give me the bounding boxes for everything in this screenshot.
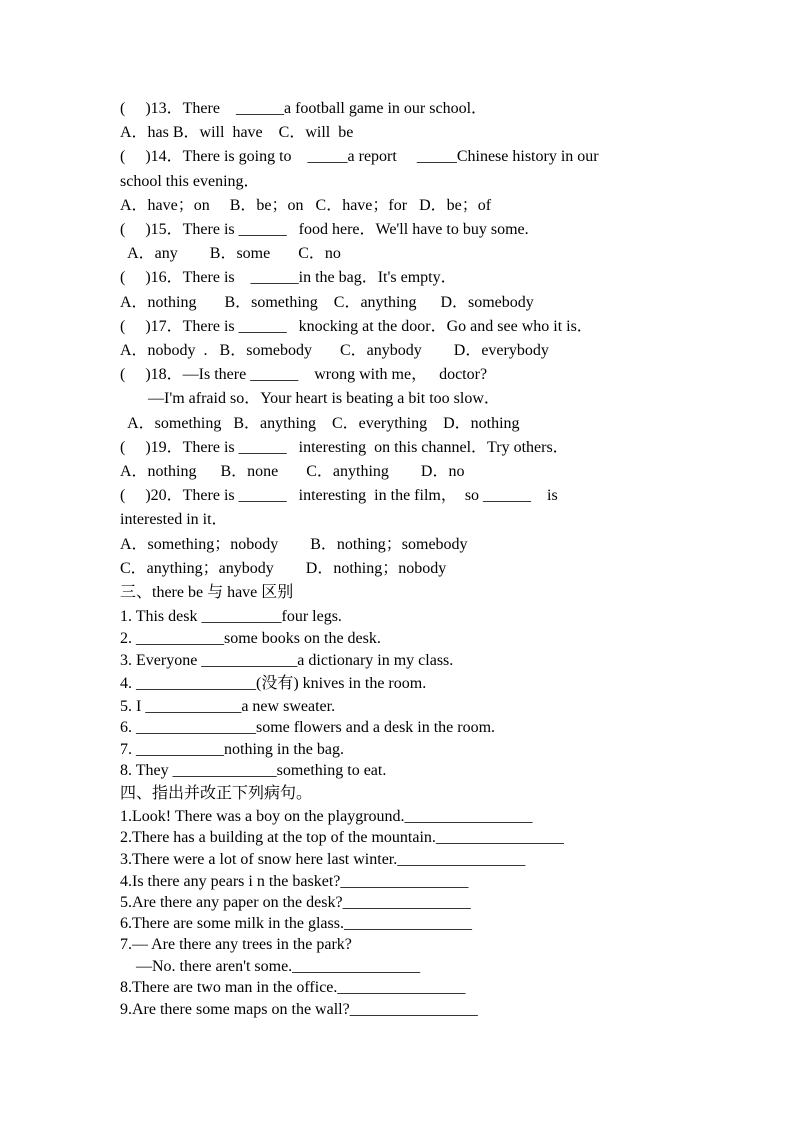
correction-item: 1.Look! There was a boy on the playground.________________ [120, 808, 533, 825]
mc-line: ( )14．There is going to _____a report _____Chinese history in our [120, 148, 599, 165]
mc-line: ( )18．—Is there ______ wrong with me， doctor? [120, 366, 488, 383]
mc-line: A．nobody . B．somebody C．anybody D．everybody [120, 342, 549, 359]
mc-line: A．nothing B．none C．anything D．no [120, 463, 465, 480]
mc-line: school this evening． [120, 173, 260, 190]
mc-line: A．has B．will have C．will be [120, 124, 354, 141]
fill-item: 7. ___________nothing in the bag. [120, 741, 344, 758]
mc-line: A．any B．some C．no [120, 245, 341, 262]
mc-line: interested in it． [120, 511, 228, 528]
correction-item: 8.There are two man in the office.________________ [120, 979, 466, 996]
mc-line: A．have；on B．be；on C．have；for D．be；of [120, 197, 492, 214]
fill-item: 6. _______________some flowers and a desk in the room. [120, 719, 496, 736]
correction-item: 6.There are some milk in the glass.________________ [120, 915, 472, 932]
mc-line: ( )20．There is ______ interesting in the film， so ______ is [120, 487, 558, 504]
fill-item: 2. ___________some books on the desk. [120, 630, 381, 647]
fill-item: 1. This desk __________four legs. [120, 608, 342, 625]
mc-line: —I'm afraid so．Your heart is beating a bit too slow． [120, 390, 500, 407]
correction-item: 3.There were a lot of snow here last winter.________________ [120, 851, 526, 868]
mc-line: A．something B．anything C．everything D．nothing [120, 415, 520, 432]
correction-item: 7.— Are there any trees in the park? [120, 936, 352, 953]
correction-item: 9.Are there some maps on the wall?________________ [120, 1001, 478, 1018]
mc-line: C．anything；anybody D．nothing；nobody [120, 560, 447, 577]
fill-item: 3. Everyone ____________a dictionary in my class. [120, 652, 454, 669]
mc-line: ( )19．There is ______ interesting on this channel．Try others． [120, 439, 569, 456]
correction-item: 2.There has a building at the top of the mountain.________________ [120, 829, 564, 846]
correction-item: 5.Are there any paper on the desk?________________ [120, 894, 471, 911]
section-3-title: 三、there be 与 have 区别 [120, 584, 294, 601]
mc-line: ( )17．There is ______ knocking at the door．Go and see who it is． [120, 318, 593, 335]
mc-line: ( )16．There is ______in the bag．It's empty． [120, 269, 457, 286]
mc-line: A．something；nobody B．nothing；somebody [120, 536, 468, 553]
fill-item: 8. They _____________something to eat. [120, 762, 387, 779]
correction-item: —No. there aren't some.________________ [120, 958, 421, 975]
fill-item: 4. _______________(没有) knives in the room. [120, 675, 427, 692]
fill-item: 5. I ____________a new sweater. [120, 698, 336, 715]
section-4-title: 四、指出并改正下列病句。 [120, 785, 313, 802]
mc-line: ( )15．There is ______ food here．We'll have to buy some. [120, 221, 529, 238]
mc-line: ( )13．There ______a football game in our school． [120, 100, 488, 117]
mc-line: A．nothing B．something C．anything D．somebody [120, 294, 534, 311]
correction-item: 4.Is there any pears i n the basket?________________ [120, 873, 469, 890]
